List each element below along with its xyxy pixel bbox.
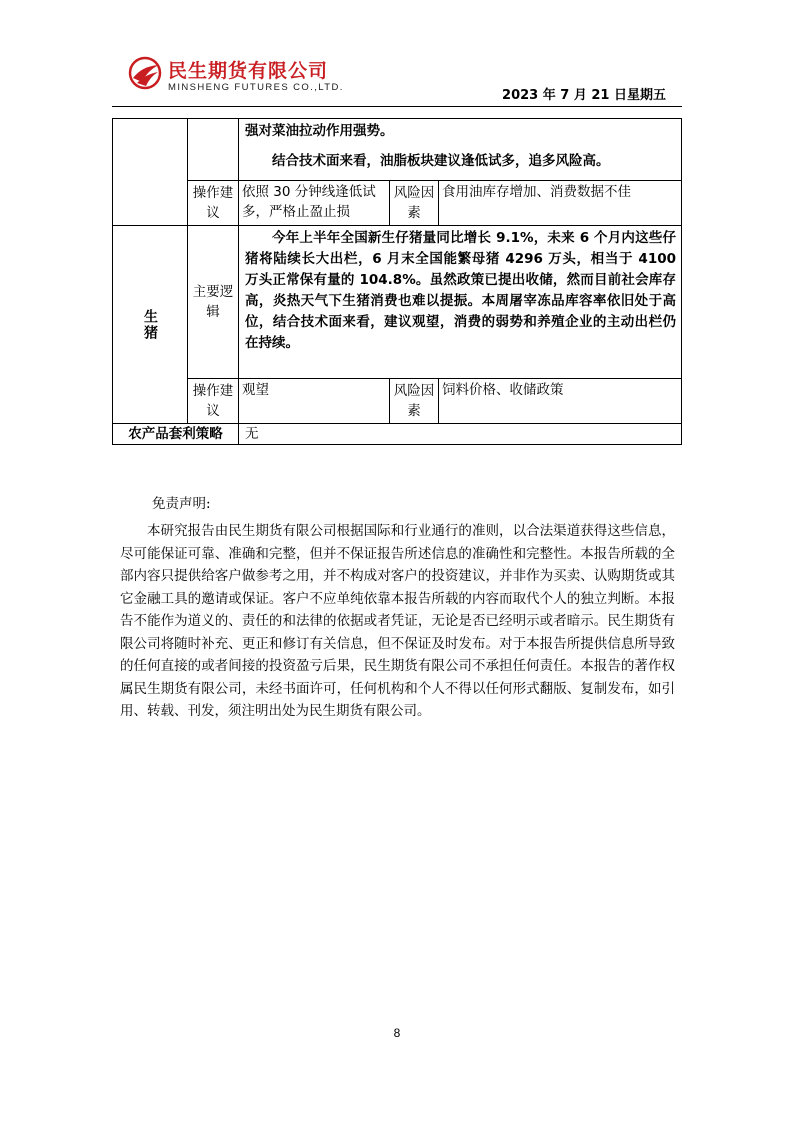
hog-logic-row <box>113 226 682 379</box>
company-logo <box>128 56 368 100</box>
report-date: 2023 年 7 月 21 日星期五 <box>502 88 666 103</box>
oil-advice-value: 依照 30 分钟线逢低试多，严格止盈止损 <box>239 181 390 226</box>
hog-risk-value: 饲料价格、收储政策 <box>439 379 682 424</box>
hog-risk-label: 风险因素 <box>390 379 439 424</box>
disclaimer-section <box>120 492 675 723</box>
hog-advice-value: 观望 <box>239 379 390 424</box>
page-number: 8 <box>393 1026 401 1040</box>
oil-logic-line-1: 强对菜油拉动作用强势。 <box>245 123 394 139</box>
arbitrage-strategy-value: 无 <box>239 424 682 445</box>
oil-risk-value: 食用油库存增加、消费数据不佳 <box>439 181 682 226</box>
arbitrage-strategy-label: 农产品套利策略 <box>113 424 239 445</box>
arbitrage-row <box>113 424 682 445</box>
hog-logic-cell <box>239 226 682 379</box>
hog-advice-label: 操作建议 <box>188 379 239 424</box>
page-header <box>0 0 794 110</box>
disclaimer-body: 本研究报告由民生期货有限公司根据国际和行业通行的准则，以合法渠道获得这些信息，尽可能保证可靠、准确和完整，但并不保证报告所述信息的准确性和完整性。本报告所载的全部内容只提供给客户做参考之用，并不构成对客户的投资建议，并非作为买卖、认购期货或其它金融工具的邀请或保证。客户不应单纯依靠本报告所载的内容而取代个人的独立判断。本报告不能作为道义的、责任的和法律的依据或者凭证，无论是否已经明示或者暗示。民生期货有限公司将随时补充、更正和修订有关信息，但不保证及时发布。对于本报告所提供信息所导致的任何直接的或者间接的投资盈亏后果，民生期货有限公司不承担任何责任。本报告的著作权属民生期货有限公司，未经书面许可，任何机构和个人不得以任何形式翻版、复制发布，如引用、转载、刊发，须注明出处为民生期货有限公司。 <box>120 523 675 719</box>
oil-advice-label: 操作建议 <box>188 181 239 226</box>
oil-logic-line-2: 结合技术面来看，油脂板块建议逢低试多，追多风险高。 <box>272 153 610 169</box>
hog-logic-label: 主要逻辑 <box>188 226 239 379</box>
hog-advice-row <box>113 379 682 424</box>
oil-risk-label: 风险因素 <box>390 181 439 226</box>
header-divider <box>112 106 682 107</box>
oil-category-cell <box>113 119 188 226</box>
logo-company-en: MINSHENG FUTURES CO.,LTD. <box>168 82 344 93</box>
disclaimer-title: 免责声明: <box>152 496 211 512</box>
logo-mark-icon <box>128 56 162 90</box>
logo-company-cn: 民生期货有限公司 <box>168 60 329 82</box>
hog-category-label: 生猪 <box>113 226 188 424</box>
oil-logic-cell <box>239 119 682 181</box>
oil-logic-label-cell <box>188 119 239 181</box>
hog-logic-text: 今年上半年全国新生仔猪量同比增长 9.1%，未来 6 个月内这些仔猪将陆续长大出栏，6 月末全国能繁母猪 4296 万头，相当于 4100 万头正常保有量的 104.8%。虽然政策已提出收储，然而目前社会库存高，炎热天气下生猪消费也难以提振。本周屠宰冻品库容率依旧处于高位，结合技术面来看，建议观望，消费的弱势和养殖企业的主动出栏仍在持续。 <box>245 230 676 351</box>
oil-logic-row <box>113 119 682 181</box>
strategy-table <box>112 118 682 445</box>
oil-advice-row <box>113 181 682 226</box>
